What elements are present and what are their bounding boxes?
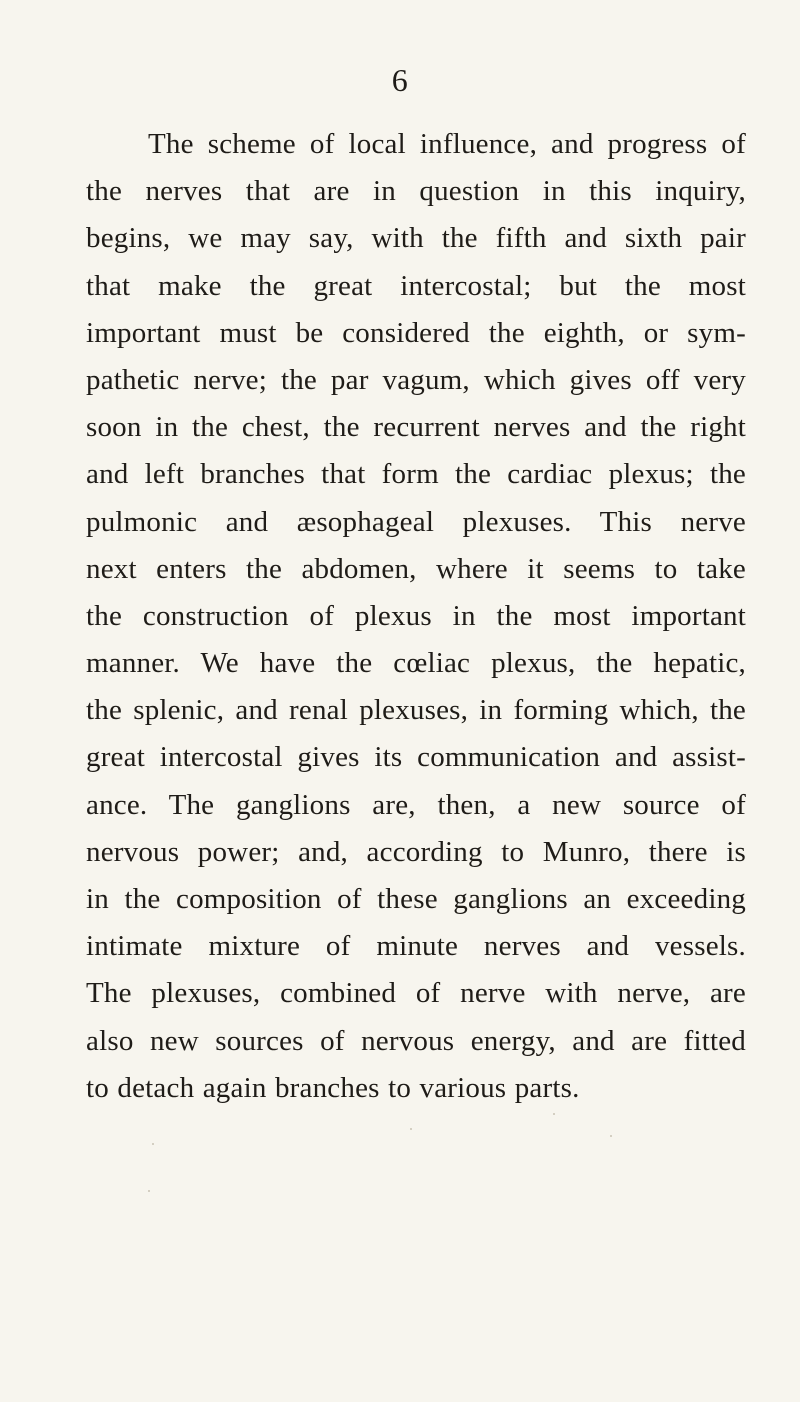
text-line: manner. We have the cœliac plexus, the hepatic, — [86, 647, 746, 680]
text-line: soon in the chest, the recurrent nerves and the right — [86, 411, 746, 444]
text-line: begins, we may say, with the fifth and sixth pair — [86, 222, 746, 255]
paper-speck — [152, 1143, 154, 1145]
text-line: to detach again branches to various parts. — [86, 1071, 580, 1104]
text-line: The plexuses, combined of nerve with nerve, are — [86, 977, 746, 1010]
text-line: great intercostal gives its communication and assist- — [86, 741, 746, 774]
text-line: and left branches that form the cardiac plexus; the — [86, 458, 746, 491]
text-line: pathetic nerve; the par vagum, which gives off very — [86, 363, 746, 396]
paper-speck — [148, 1190, 150, 1192]
page-number: 6 — [391, 62, 409, 98]
paper-speck — [410, 1128, 412, 1130]
text-line: the construction of plexus in the most important — [86, 599, 746, 632]
text-line: important must be considered the eighth, or sym- — [86, 316, 746, 349]
text-line: next enters the abdomen, where it seems to take — [86, 552, 746, 585]
text-line: that make the great intercostal; but the most — [86, 269, 746, 302]
text-line: pulmonic and æsophageal plexuses. This nerve — [86, 505, 746, 538]
text-line: nervous power; and, according to Munro, there is — [86, 835, 746, 868]
paper-speck — [610, 1135, 612, 1137]
text-line: also new sources of nervous energy, and are fitted — [86, 1024, 746, 1057]
paper-speck — [553, 1113, 555, 1115]
text-line: the nerves that are in question in this inquiry, — [86, 175, 746, 208]
text-line: the splenic, and renal plexuses, in forming which, the — [86, 694, 746, 727]
text-line: ance. The ganglions are, then, a new source of — [86, 788, 746, 821]
text-line: in the composition of these ganglions an exceeding — [86, 883, 746, 915]
body-paragraph — [86, 121, 746, 1112]
text-line: The scheme of local influence, and progress of — [148, 128, 746, 160]
text-line: intimate mixture of minute nerves and vessels. — [86, 930, 746, 963]
